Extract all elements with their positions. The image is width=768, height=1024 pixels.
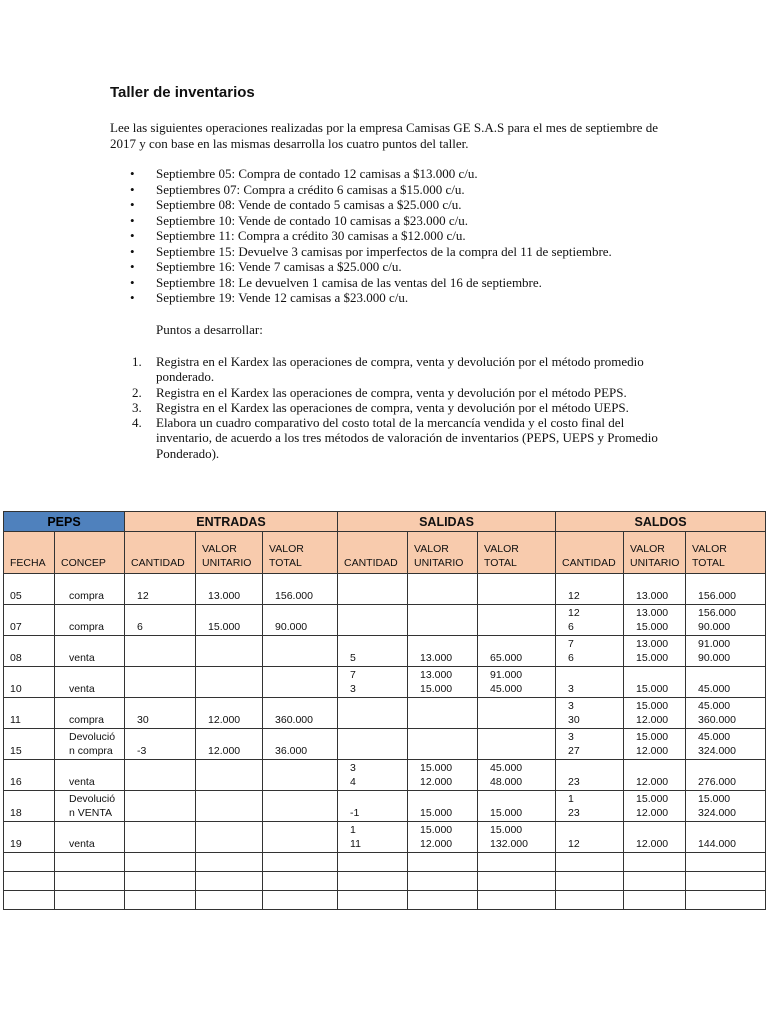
cell-b-cant: 3 27	[556, 729, 624, 760]
cell-s-vu: 13.000	[408, 636, 478, 667]
cell-b-vt: 91.000 90.000	[686, 636, 766, 667]
cell-s-vt: 15.000 132.000	[478, 822, 556, 853]
entradas-header: ENTRADAS	[125, 512, 338, 532]
cell-b-cant: 3 30	[556, 698, 624, 729]
empty-cell	[478, 853, 556, 872]
point-item	[110, 354, 670, 385]
subheader-entradas-cantidad: CANTIDAD	[125, 532, 196, 574]
list-item: • Septiembre 16: Vende 7 camisas a $25.000 c/u.	[110, 259, 690, 275]
cell-concep: compra	[55, 605, 125, 636]
cell-b-vu: 12.000	[624, 822, 686, 853]
cell-e-vu	[196, 636, 263, 667]
table-row-empty	[4, 853, 766, 872]
cell-b-vu: 15.000 12.000	[624, 729, 686, 760]
cell-concep: compra	[55, 574, 125, 605]
cell-s-vu	[408, 574, 478, 605]
empty-cell	[263, 872, 338, 891]
cell-b-cant: 7 6	[556, 636, 624, 667]
empty-cell	[196, 891, 263, 910]
list-item: • Septiembre 08: Vende de contado 5 camisas a $25.000 c/u.	[110, 197, 690, 213]
empty-cell	[338, 891, 408, 910]
empty-cell	[263, 891, 338, 910]
cell-fecha: 19	[4, 822, 55, 853]
subheader-salidas-valor-total: VALOR TOTAL	[478, 532, 556, 574]
cell-s-vu: 15.000 12.000	[408, 822, 478, 853]
cell-b-vu: 12.000	[624, 760, 686, 791]
cell-e-vu	[196, 667, 263, 698]
cell-b-vu: 13.000 15.000	[624, 605, 686, 636]
cell-e-cant: 6	[125, 605, 196, 636]
empty-cell	[4, 853, 55, 872]
points-label: Puntos a desarrollar:	[156, 322, 263, 337]
empty-cell	[338, 872, 408, 891]
point-number: 2.	[132, 384, 142, 400]
subheader-saldos-cantidad: CANTIDAD	[556, 532, 624, 574]
cell-concep: venta	[55, 760, 125, 791]
list-item: • Septiembre 11: Compra a crédito 30 camisas a $12.000 c/u.	[110, 228, 690, 244]
cell-s-vu	[408, 729, 478, 760]
empty-cell	[125, 891, 196, 910]
cell-b-vu: 15.000	[624, 667, 686, 698]
subheader-entradas-valor-unitario: VALOR UNITARIO	[196, 532, 263, 574]
cell-s-vu: 13.000 15.000	[408, 667, 478, 698]
cell-b-vt: 45.000 324.000	[686, 729, 766, 760]
list-item: • Septiembre 18: Le devuelven 1 camisa de las ventas del 16 de septiembre.	[110, 275, 690, 291]
cell-e-vu: 15.000	[196, 605, 263, 636]
salidas-header: SALIDAS	[338, 512, 556, 532]
table-row	[4, 636, 766, 667]
cell-e-vu: 13.000	[196, 574, 263, 605]
point-number: 1.	[132, 354, 142, 369]
cell-b-vt: 45.000	[686, 667, 766, 698]
empty-cell	[55, 853, 125, 872]
cell-fecha: 08	[4, 636, 55, 667]
cell-e-cant	[125, 822, 196, 853]
cell-e-vu	[196, 822, 263, 853]
empty-cell	[125, 853, 196, 872]
subheader-salidas-valor-unitario: VALOR UNITARIO	[408, 532, 478, 574]
empty-cell	[196, 872, 263, 891]
cell-e-vt: 90.000	[263, 605, 338, 636]
empty-cell	[624, 872, 686, 891]
cell-s-cant: 1 11	[338, 822, 408, 853]
cell-fecha: 05	[4, 574, 55, 605]
point-text: Registra en el Kardex las operaciones de compra, venta y devolución por el método promedio ponderado.	[156, 354, 644, 385]
subheader-saldos-valor-total: VALOR TOTAL	[686, 532, 766, 574]
empty-cell	[408, 853, 478, 872]
cell-concep: venta	[55, 822, 125, 853]
table-row	[4, 822, 766, 853]
cell-s-vu	[408, 605, 478, 636]
cell-e-cant: 12	[125, 574, 196, 605]
cell-e-vu: 12.000	[196, 698, 263, 729]
cell-s-cant: 5	[338, 636, 408, 667]
cell-s-vt: 45.000 48.000	[478, 760, 556, 791]
cell-b-cant: 1 23	[556, 791, 624, 822]
cell-b-vt: 15.000 324.000	[686, 791, 766, 822]
cell-e-vt: 156.000	[263, 574, 338, 605]
intro-paragraph: Lee las siguientes operaciones realizadas por la empresa Camisas GE S.A.S para el mes de septiembre de 2017 y con base en las mismas desarrolla los cuatro puntos del taller.	[110, 120, 658, 151]
empty-cell	[408, 872, 478, 891]
list-item: • Septiembres 07: Compra a crédito 6 camisas a $15.000 c/u.	[110, 182, 690, 198]
cell-fecha: 11	[4, 698, 55, 729]
cell-b-vt: 276.000	[686, 760, 766, 791]
empty-cell	[686, 891, 766, 910]
cell-e-vu: 12.000	[196, 729, 263, 760]
cell-e-vt: 36.000	[263, 729, 338, 760]
point-number: 4.	[132, 415, 142, 431]
cell-e-vt	[263, 667, 338, 698]
subheader-fecha: FECHA	[4, 532, 55, 574]
cell-s-vt	[478, 698, 556, 729]
list-item: • Septiembre 15: Devuelve 3 camisas por imperfectos de la compra del 11 de septiembre.	[110, 244, 690, 260]
list-item: • Septiembre 05: Compra de contado 12 camisas a $13.000 c/u.	[110, 166, 690, 182]
cell-e-vt	[263, 760, 338, 791]
point-number: 3.	[132, 399, 142, 415]
empty-cell	[478, 872, 556, 891]
cell-b-cant: 12	[556, 822, 624, 853]
cell-b-vu: 15.000 12.000	[624, 791, 686, 822]
empty-cell	[125, 872, 196, 891]
cell-e-vt	[263, 791, 338, 822]
table-subheader-row	[4, 532, 766, 574]
empty-cell	[55, 872, 125, 891]
cell-s-vt: 65.000	[478, 636, 556, 667]
method-header: PEPS	[4, 512, 125, 532]
table-row	[4, 574, 766, 605]
table-row	[4, 791, 766, 822]
cell-s-cant	[338, 729, 408, 760]
cell-b-cant: 12	[556, 574, 624, 605]
cell-concep: venta	[55, 667, 125, 698]
subheader-concep: CONCEP	[55, 532, 125, 574]
table-body	[4, 574, 766, 910]
cell-fecha: 07	[4, 605, 55, 636]
subheader-saldos-valor-unitario: VALOR UNITARIO	[624, 532, 686, 574]
point-item	[110, 415, 670, 461]
cell-s-cant: 3 4	[338, 760, 408, 791]
cell-fecha: 15	[4, 729, 55, 760]
cell-fecha: 10	[4, 667, 55, 698]
subheader-entradas-valor-total: VALOR TOTAL	[263, 532, 338, 574]
cell-s-cant: 7 3	[338, 667, 408, 698]
cell-concep: Devolució n compra	[55, 729, 125, 760]
list-item: • Septiembre 10: Vende de contado 10 camisas a $23.000 c/u.	[110, 213, 690, 229]
cell-e-cant	[125, 791, 196, 822]
cell-s-cant	[338, 605, 408, 636]
saldos-header: SALDOS	[556, 512, 766, 532]
cell-e-cant	[125, 760, 196, 791]
cell-b-vu: 13.000 15.000	[624, 636, 686, 667]
empty-cell	[556, 891, 624, 910]
cell-e-vu	[196, 760, 263, 791]
table-row	[4, 605, 766, 636]
table-row	[4, 667, 766, 698]
empty-cell	[263, 853, 338, 872]
points-list	[110, 354, 670, 461]
kardex-table	[3, 511, 766, 910]
point-item	[110, 400, 670, 415]
page-title: Taller de inventarios	[110, 84, 255, 101]
point-text: Registra en el Kardex las operaciones de compra, venta y devolución por el método PEPS.	[156, 384, 627, 400]
list-item: • Septiembre 19: Vende 12 camisas a $23.000 c/u.	[110, 290, 690, 306]
point-text: Registra en el Kardex las operaciones de compra, venta y devolución por el método UEPS.	[156, 399, 629, 415]
cell-b-cant: 12 6	[556, 605, 624, 636]
cell-s-vt	[478, 605, 556, 636]
table-row-empty	[4, 872, 766, 891]
empty-cell	[556, 872, 624, 891]
cell-b-vu: 15.000 12.000	[624, 698, 686, 729]
cell-e-cant: -3	[125, 729, 196, 760]
point-text: Elabora un cuadro comparativo del costo total de la mercancía vendida y el costo final del inventario, de acuerdo a los tres métodos de valoración de inventarios (PEPS, UEPS y Promedio Ponderado).	[156, 415, 658, 461]
cell-fecha: 18	[4, 791, 55, 822]
table-header-row	[4, 512, 766, 532]
empty-cell	[686, 872, 766, 891]
empty-cell	[4, 891, 55, 910]
cell-s-cant	[338, 574, 408, 605]
table-row	[4, 698, 766, 729]
cell-concep: venta	[55, 636, 125, 667]
cell-b-cant: 23	[556, 760, 624, 791]
empty-cell	[478, 891, 556, 910]
cell-e-cant	[125, 667, 196, 698]
point-item	[110, 385, 670, 400]
cell-b-vt: 156.000 90.000	[686, 605, 766, 636]
cell-e-cant	[125, 636, 196, 667]
cell-b-vt: 45.000 360.000	[686, 698, 766, 729]
empty-cell	[556, 853, 624, 872]
cell-b-vt: 156.000	[686, 574, 766, 605]
cell-s-vt: 15.000	[478, 791, 556, 822]
cell-b-vu: 13.000	[624, 574, 686, 605]
empty-cell	[55, 891, 125, 910]
empty-cell	[338, 853, 408, 872]
cell-b-vt: 144.000	[686, 822, 766, 853]
cell-concep: Devolució n VENTA	[55, 791, 125, 822]
cell-e-cant: 30	[125, 698, 196, 729]
empty-cell	[624, 891, 686, 910]
empty-cell	[408, 891, 478, 910]
empty-cell	[686, 853, 766, 872]
cell-e-vt: 360.000	[263, 698, 338, 729]
cell-s-vt	[478, 574, 556, 605]
cell-e-vu	[196, 791, 263, 822]
table-row	[4, 729, 766, 760]
cell-e-vt	[263, 822, 338, 853]
cell-s-vu: 15.000 12.000	[408, 760, 478, 791]
cell-s-vu	[408, 698, 478, 729]
operations-list	[110, 166, 690, 306]
empty-cell	[4, 872, 55, 891]
cell-b-cant: 3	[556, 667, 624, 698]
cell-concep: compra	[55, 698, 125, 729]
empty-cell	[624, 853, 686, 872]
table-row-empty	[4, 891, 766, 910]
cell-e-vt	[263, 636, 338, 667]
cell-s-cant	[338, 698, 408, 729]
cell-s-vu: 15.000	[408, 791, 478, 822]
subheader-salidas-cantidad: CANTIDAD	[338, 532, 408, 574]
cell-s-vt	[478, 729, 556, 760]
cell-s-cant: -1	[338, 791, 408, 822]
cell-fecha: 16	[4, 760, 55, 791]
empty-cell	[196, 853, 263, 872]
cell-s-vt: 91.000 45.000	[478, 667, 556, 698]
table-row	[4, 760, 766, 791]
